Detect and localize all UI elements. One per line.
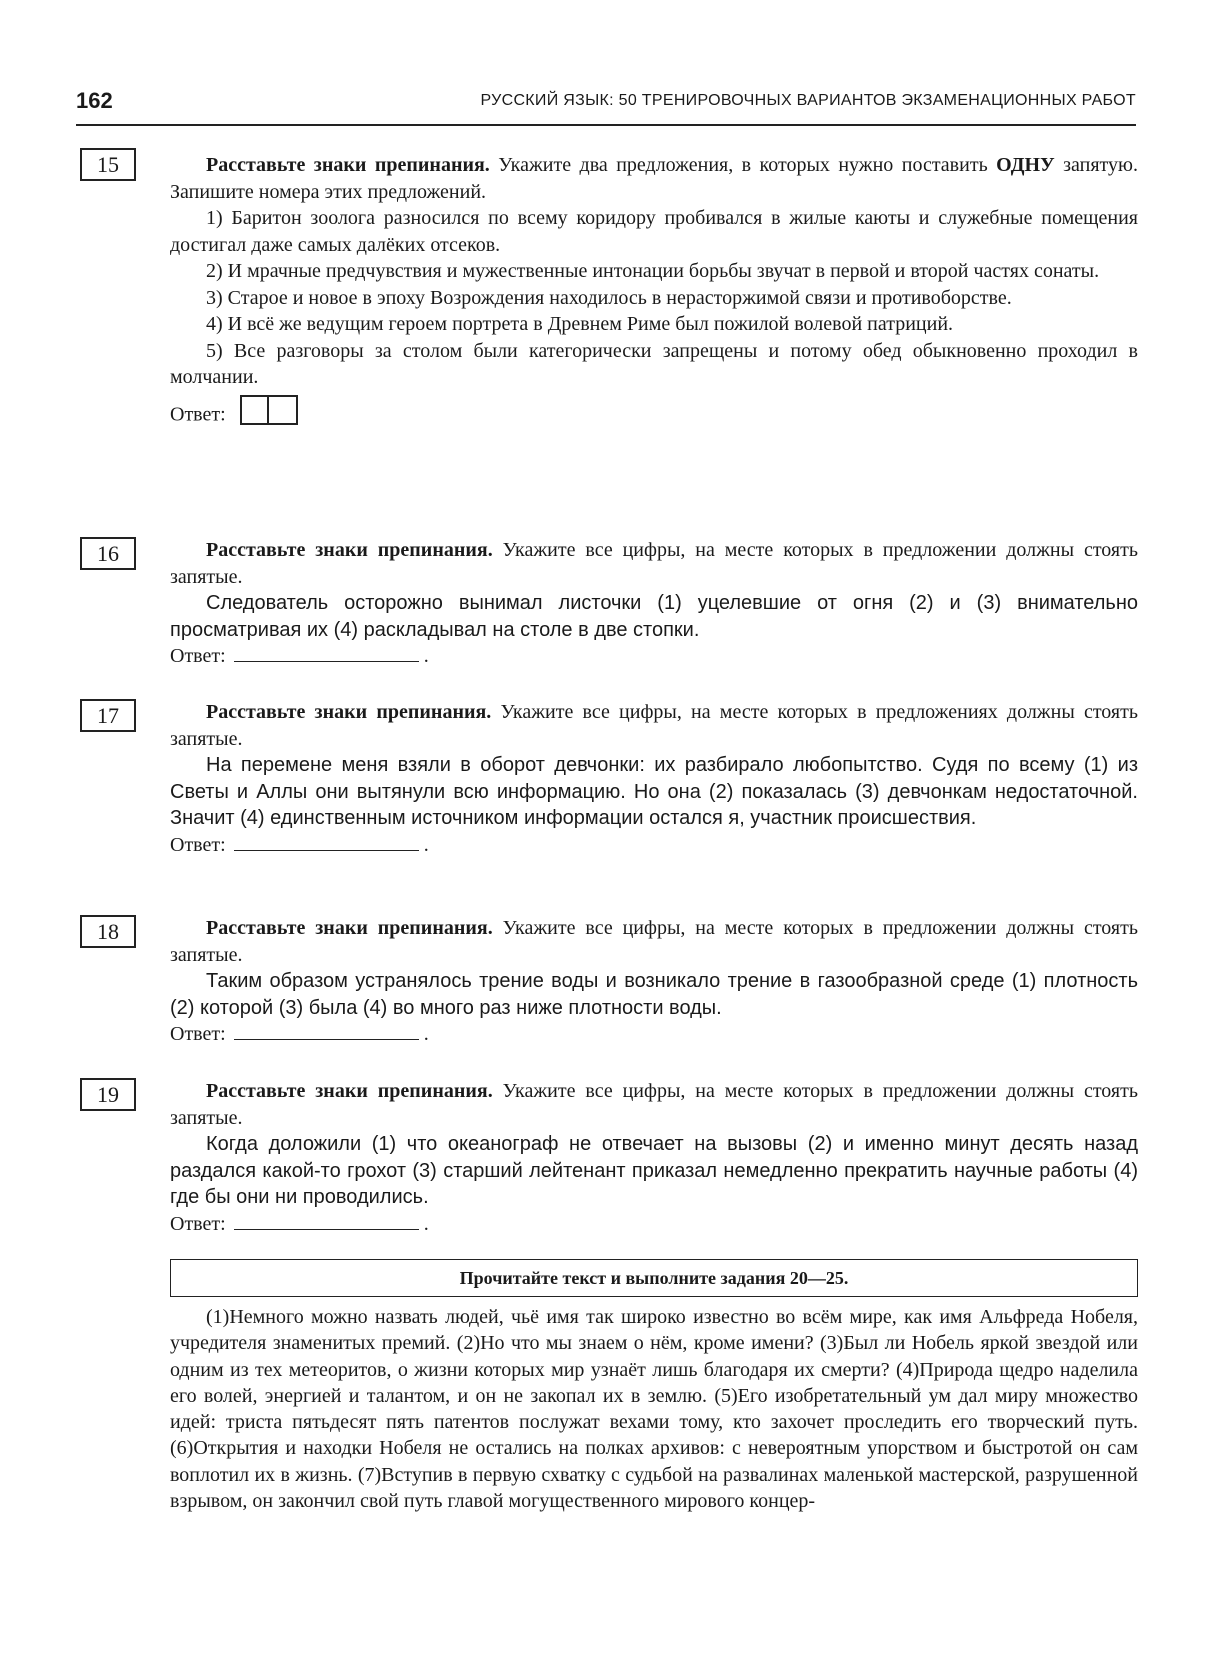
task-number-box: 16 bbox=[80, 537, 136, 570]
task-text: Таким образом устранялось трение воды и возникало трение в газообразной среде (1) плотность (2) которой (3) была (4) во много раз ниже плотности воды. bbox=[170, 970, 1138, 1019]
task-text: Следователь осторожно вынимал листочки (1) уцелевшие от огня (2) и (3) внимательно просматривая их (4) раскладывал на столе в две стопки. bbox=[170, 592, 1138, 641]
option-3: 3) Старое и новое в эпоху Возрождения находилось в нерасторжимой связи и противоборстве. bbox=[206, 286, 1012, 309]
task-instruction: Расставьте знаки препинания. Укажите два предложения, в которых нужно поставить ОДНУ запятую. Запишите номера этих предложений. bbox=[170, 154, 1138, 203]
answer-row: Ответ: . bbox=[170, 1212, 429, 1235]
task-body bbox=[170, 152, 1138, 434]
task-number-box: 17 bbox=[80, 699, 136, 732]
answer-row bbox=[170, 397, 1138, 435]
task-number-box: 15 bbox=[80, 148, 136, 181]
task-body bbox=[170, 537, 1138, 670]
task-text: Когда доложили (1) что океанограф не отвечает на вызовы (2) и именно минут десять назад раздался какой-то грохот (3) старший лейтенант приказал немедленно прекратить научные работы (4) где бы они ни проводились. bbox=[170, 1133, 1138, 1208]
book-title: РУССКИЙ ЯЗЫК: 50 ТРЕНИРОВОЧНЫХ ВАРИАНТОВ ЭКЗАМЕНАЦИОННЫХ РАБОТ bbox=[480, 92, 1136, 109]
answer-line[interactable] bbox=[234, 832, 419, 851]
answer-line[interactable] bbox=[234, 1021, 419, 1040]
task-instruction: Расставьте знаки препинания. Укажите все цифры, на месте которых в предложении должны стоять запятые. bbox=[170, 917, 1138, 966]
option-1: 1) Баритон зоолога разносился по всему коридору пробивался в жилые каюты и служебные помещения достигал даже самых далёких отсеков. bbox=[170, 207, 1138, 256]
answer-row: Ответ: . bbox=[170, 833, 429, 856]
answer-row: Ответ: . bbox=[170, 1023, 429, 1045]
task-number-box: 18 bbox=[80, 915, 136, 948]
task-instruction: Расставьте знаки препинания. Укажите все цифры, на месте которых в предложении должны стоять запятые. bbox=[170, 1080, 1138, 1129]
page-number: 162 bbox=[76, 88, 113, 113]
answer-cell[interactable] bbox=[269, 395, 298, 425]
reading-banner: Прочитайте текст и выполните задания 20—25. bbox=[170, 1259, 1138, 1297]
task-body bbox=[170, 699, 1138, 858]
reading-text: (1)Немного можно назвать людей, чьё имя так широко известно во всём мире, как имя Альфреда Нобеля, учредителя знаменитых премий. (2)Но что мы знаем о нём, кроме имени? (3)Был ли Нобель яркой звездой или одним из тех метеоритов, о жизни которых мир узнаёт лишь благодаря их смерти? (4)Природа щедро наделила его волей, энергией и талантом, и он не закопал их в землю. (5)Его изобретательный ум дал миру множество идей: триста пятьдесят пять патентов послужат вехами тому, кто захочет проследить его творческий путь. (6)Открытия и находки Нобеля не остались на полках архивов: с невероятным упорством и быстротой он сам воплотил их в жизнь. (7)Вступив в первую схватку с судьбой на развалинах маленькой мастерской, разрушенной взрывом, он закончил свой путь главой могущественного мирового концер- bbox=[170, 1306, 1138, 1513]
task-instruction: Расставьте знаки препинания. Укажите все цифры, на месте которых в предложениях должны стоять запятые. bbox=[170, 701, 1138, 750]
option-5: 5) Все разговоры за столом были категорически запрещены и потому обед обыкновенно проходил в молчании. bbox=[170, 339, 1138, 388]
answer-line[interactable] bbox=[234, 643, 419, 662]
task-body bbox=[170, 1078, 1138, 1237]
answer-label: Ответ: bbox=[170, 1212, 226, 1235]
answer-label: Ответ: bbox=[170, 402, 226, 425]
task-number-box: 19 bbox=[80, 1078, 136, 1111]
option-4: 4) И всё же ведущим героем портрета в Древнем Риме был пожилой волевой патриций. bbox=[206, 313, 954, 335]
answer-row: Ответ: . bbox=[170, 645, 429, 667]
page-header bbox=[76, 84, 1136, 126]
answer-label: Ответ: bbox=[170, 1023, 226, 1045]
answer-cell[interactable] bbox=[240, 395, 269, 425]
task-text: На перемене меня взяли в оборот девчонки: их разбирало любопытство. Судя по всему (1) из Светы и Аллы они вытянули всю информацию. Но она (2) показалась (3) девчонкам недостаточной. Значит (4) единственным источником информации остался я, участник происшествия. bbox=[170, 754, 1138, 829]
task-instruction: Расставьте знаки препинания. Укажите все цифры, на месте которых в предложении должны стоять запятые. bbox=[170, 539, 1138, 588]
task-body bbox=[170, 915, 1138, 1048]
answer-cells[interactable] bbox=[240, 395, 298, 433]
answer-line[interactable] bbox=[234, 1211, 419, 1230]
option-2: 2) И мрачные предчувствия и мужественные интонации борьбы звучат в первой и второй частях сонаты. bbox=[206, 260, 1100, 282]
answer-label: Ответ: bbox=[170, 833, 226, 856]
answer-label: Ответ: bbox=[170, 645, 226, 667]
